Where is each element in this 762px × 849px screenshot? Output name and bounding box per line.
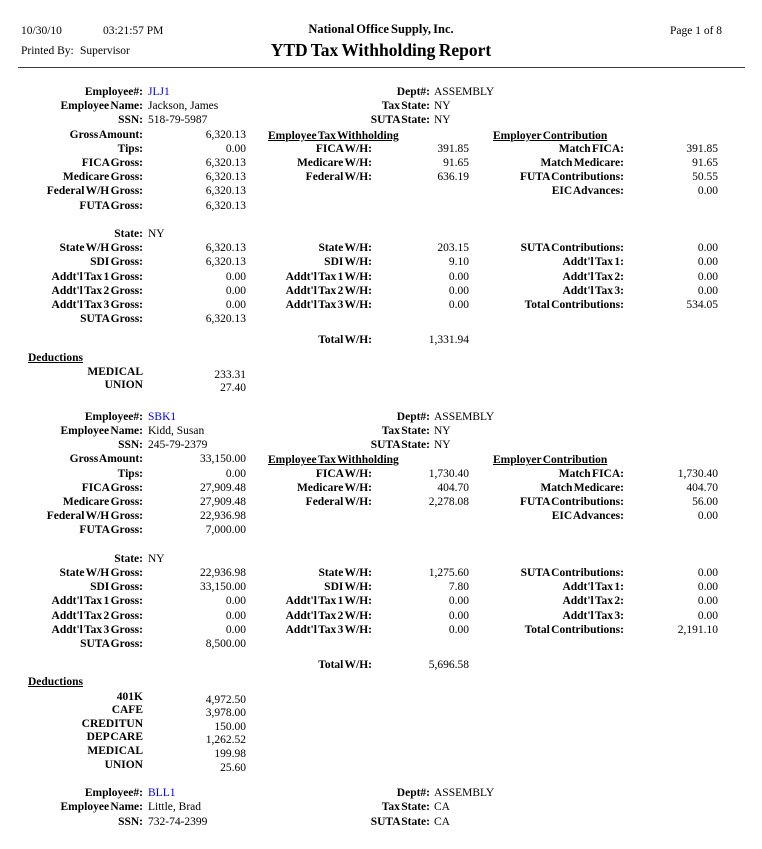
- state-contrib-row-label: Addt'l Tax 2:: [562, 270, 624, 283]
- total-wh-value: 5,696.58: [428, 659, 469, 672]
- gross-row-value: 22,936.98: [200, 510, 246, 523]
- suta-state-label: SUTA State:: [370, 439, 430, 452]
- state-wh-row-value: 203.15: [437, 242, 469, 255]
- withholding-row-value: 2,278.08: [428, 496, 469, 508]
- gross-row-label: Medicare Gross:: [62, 496, 143, 508]
- state-row: [0, 228, 762, 242]
- state-gross-row-label: Addt'l Tax 3 Gross:: [51, 298, 143, 311]
- employee-id-row: [0, 411, 762, 425]
- dept-label: Dept#:: [396, 410, 430, 423]
- employee-name-row: [0, 425, 762, 439]
- employer-row-label: Match Medicare:: [540, 156, 624, 169]
- state-wh-row-label: SDI W/H:: [324, 256, 372, 269]
- state-wh-row-label: State W/H:: [318, 567, 372, 579]
- state-gross-row-label: State W/H Gross:: [59, 242, 143, 255]
- state-gross-row: [0, 638, 762, 652]
- state-gross-row-value: 8,500.00: [205, 637, 246, 650]
- withholding-row-label: Medicare W/H:: [296, 481, 372, 494]
- gross-row-value: 0.00: [225, 142, 246, 155]
- state-wh-row-value: 9.10: [448, 256, 469, 269]
- state-value: NY: [148, 552, 165, 565]
- employee-number-label: Employee#:: [84, 86, 143, 98]
- employer-row-value: 404.70: [686, 481, 718, 494]
- gross-row: [0, 524, 762, 538]
- state-gross-row-label: Addt'l Tax 1 Gross:: [51, 270, 143, 283]
- state-contrib-row-label: SUTA Contributions:: [520, 242, 624, 255]
- employer-row: [0, 496, 762, 510]
- state-wh-row-value: 0.00: [448, 284, 469, 297]
- employee-name-row: [0, 801, 762, 815]
- dept-value: ASSEMBLY: [434, 86, 495, 98]
- deduction-row-label: DEP CARE: [86, 731, 143, 744]
- state-contrib-row: [0, 567, 762, 581]
- state-gross-row-value: 22,936.98: [200, 567, 246, 579]
- employer-row-value: 391.85: [686, 142, 718, 155]
- state-gross-row-label: SDI Gross:: [90, 581, 143, 594]
- state-gross-row-label: SUTA Gross:: [80, 313, 143, 326]
- deduction-row-label: MEDICAL: [87, 365, 143, 378]
- withholding-row-label: Federal W/H:: [305, 496, 372, 508]
- employer-row-value: 50.55: [692, 171, 718, 184]
- employer-row: [0, 185, 762, 199]
- deduction-row-value: 4,972.50: [205, 693, 246, 706]
- employee-name-label: Employee Name:: [60, 801, 143, 814]
- state-row: [0, 553, 762, 567]
- ssn-value: 732-74-2399: [148, 815, 208, 828]
- total-wh-row: [0, 334, 762, 348]
- gross-row-label: Gross Amount:: [69, 453, 143, 466]
- state-gross-row-label: Addt'l Tax 2 Gross:: [51, 609, 143, 622]
- state-contrib-row-label: Addt'l Tax 1:: [562, 581, 624, 594]
- withholding-row-label: Federal W/H:: [305, 171, 372, 184]
- employee-ssn-row: [0, 114, 762, 128]
- deduction-row: [0, 745, 762, 759]
- employer-column: [0, 468, 762, 525]
- withholding-row-label: Medicare W/H:: [296, 156, 372, 169]
- state-wh-row-value: 0.00: [448, 595, 469, 608]
- employer-row-value: 0.00: [697, 185, 718, 198]
- deduction-row-value: 199.98: [214, 747, 246, 760]
- employer-row-label: FUTA Contributions:: [519, 171, 624, 184]
- state-wh-row-value: 0.00: [448, 609, 469, 622]
- suta-state-value: NY: [434, 439, 451, 452]
- state-gross-row-label: Addt'l Tax 1 Gross:: [51, 595, 143, 608]
- deduction-row-label: UNION: [104, 758, 143, 771]
- state-contrib-row-value: 0.00: [697, 595, 718, 608]
- state-contrib-row-label: Addt'l Tax 3:: [562, 609, 624, 622]
- ssn-label: SSN:: [118, 815, 143, 828]
- report-title: YTD Tax Withholding Report: [270, 40, 492, 60]
- suta-state-label: SUTA State:: [370, 114, 430, 127]
- state-contrib-row: [0, 271, 762, 285]
- deduction-row-value: 27.40: [220, 382, 246, 395]
- state-label: State:: [114, 552, 143, 565]
- deductions-list: [0, 366, 762, 393]
- dept-value: ASSEMBLY: [434, 787, 495, 800]
- deduction-row-value: 25.60: [220, 761, 246, 774]
- deduction-row-value: 233.31: [214, 368, 246, 381]
- state-gross-row-value: 6,320.13: [205, 256, 246, 269]
- state-contrib-row-label: Addt'l Tax 2:: [562, 595, 624, 608]
- withholding-section-header: Employee Tax Withholding: [268, 129, 399, 142]
- ssn-value: 245-79-2379: [148, 439, 208, 452]
- gross-row-value: 33,150.00: [200, 453, 246, 466]
- gross-row-value: 6,320.13: [205, 171, 246, 184]
- employer-row-label: EIC Advances:: [551, 185, 624, 198]
- tax-state-label: Tax State:: [381, 801, 430, 814]
- state-wh-row-value: 0.00: [448, 270, 469, 283]
- gross-row-value: 7,000.00: [205, 524, 246, 537]
- state-contrib-row-label: Addt'l Tax 1:: [562, 256, 624, 269]
- gross-row-label: Medicare Gross:: [62, 171, 143, 184]
- total-wh-row: [0, 659, 762, 673]
- state-contrib-row: [0, 581, 762, 595]
- deductions-header-row: [0, 676, 762, 690]
- employee-block: [0, 411, 762, 772]
- gross-row-label: Federal W/H Gross:: [46, 510, 143, 523]
- deductions-header: Deductions: [28, 351, 83, 364]
- state-gross-row-value: 0.00: [225, 270, 246, 283]
- printed-by-label: Printed By:: [21, 45, 74, 57]
- deduction-row: [0, 379, 762, 393]
- state-wh-row-value: 0.00: [448, 298, 469, 311]
- state-wh-row-label: Addt'l Tax 2 W/H:: [285, 609, 372, 622]
- state-gross-row-value: 0.00: [225, 609, 246, 622]
- gross-row-value: 6,320.13: [205, 199, 246, 212]
- state-wh-row-label: Addt'l Tax 1 W/H:: [285, 595, 372, 608]
- state-gross-row-value: 0.00: [225, 623, 246, 636]
- employer-row-label: Match FICA:: [558, 142, 624, 155]
- state-label: State:: [114, 227, 143, 240]
- state-contrib-row: [0, 299, 762, 313]
- state-contrib-row: [0, 610, 762, 624]
- state-value: NY: [148, 227, 165, 240]
- state-wh-row-value: 0.00: [448, 623, 469, 636]
- dept-label: Dept#:: [396, 86, 430, 98]
- state-gross-row: [0, 313, 762, 327]
- state-contrib-row: [0, 595, 762, 609]
- state-contrib-row-value: 0.00: [697, 270, 718, 283]
- employer-row: [0, 157, 762, 171]
- deduction-row-label: UNION: [104, 379, 143, 392]
- deduction-row-value: 3,978.00: [205, 707, 246, 720]
- withholding-row-value: 1,730.40: [428, 467, 469, 480]
- employer-column: [0, 143, 762, 200]
- deduction-row: [0, 718, 762, 732]
- employee-name-label: Employee Name:: [60, 425, 143, 438]
- state-contrib-row-value: 0.00: [697, 581, 718, 594]
- state-contrib-row-value: 0.00: [697, 609, 718, 622]
- state-wh-row-label: Addt'l Tax 3 W/H:: [285, 298, 372, 311]
- dept-value: ASSEMBLY: [434, 410, 495, 423]
- state-wh-row-value: 1,275.60: [428, 567, 469, 579]
- employer-row: [0, 468, 762, 482]
- deduction-row: [0, 731, 762, 745]
- ssn-label: SSN:: [118, 114, 143, 127]
- gross-row-label: Tips:: [117, 142, 143, 155]
- state-gross-row-value: 0.00: [225, 595, 246, 608]
- tax-state-label: Tax State:: [381, 100, 430, 113]
- gross-row-value: 6,320.13: [205, 156, 246, 169]
- withholding-row-label: FICA W/H:: [315, 142, 372, 155]
- employer-row-value: 91.65: [692, 156, 718, 169]
- employee-id-row: [0, 787, 762, 801]
- state-contrib-row: [0, 242, 762, 256]
- suta-state-value: CA: [434, 815, 450, 828]
- state-wh-row-label: SDI W/H:: [324, 581, 372, 594]
- employer-section-header: Employer Contribution: [493, 454, 608, 467]
- state-gross-row-value: 0.00: [225, 298, 246, 311]
- deduction-row-label: CAFE: [111, 704, 143, 717]
- employee-number-link[interactable]: JLJ1: [148, 86, 170, 98]
- state-contrib-row-value: 0.00: [697, 284, 718, 297]
- state-contrib-row: [0, 256, 762, 270]
- report-date: 10/30/10: [21, 25, 62, 37]
- state-wh-row-label: Addt'l Tax 2 W/H:: [285, 284, 372, 297]
- state-gross-row-label: Addt'l Tax 2 Gross:: [51, 284, 143, 297]
- state-contrib-row-label: Total Contributions:: [524, 298, 624, 311]
- withholding-row-value: 404.70: [437, 481, 469, 494]
- employee-block: [0, 787, 762, 830]
- deduction-row: [0, 704, 762, 718]
- employee-number-link[interactable]: SBK1: [148, 410, 177, 423]
- deductions-list: [0, 691, 762, 773]
- withholding-row-label: FICA W/H:: [315, 467, 372, 480]
- deductions-header-row: [0, 352, 762, 366]
- employee-number-link[interactable]: BLL1: [148, 787, 176, 800]
- gross-row-label: FUTA Gross:: [79, 524, 143, 537]
- state-contrib-row: [0, 285, 762, 299]
- state-contrib-row-value: 0.00: [697, 242, 718, 255]
- employer-row: [0, 143, 762, 157]
- gross-row-label: FICA Gross:: [81, 481, 143, 494]
- gross-row: [0, 129, 762, 143]
- gross-row-label: FICA Gross:: [81, 156, 143, 169]
- deductions-header: Deductions: [28, 676, 83, 689]
- ssn-label: SSN:: [118, 439, 143, 452]
- state-contrib-row-value: 0.00: [697, 567, 718, 579]
- state-contrib-column: [0, 567, 762, 638]
- gross-row-label: Tips:: [117, 467, 143, 480]
- gross-row-value: 6,320.13: [205, 185, 246, 198]
- gross-row-label: Gross Amount:: [69, 128, 143, 141]
- state-wh-row-label: Addt'l Tax 1 W/H:: [285, 270, 372, 283]
- deduction-row-label: 401K: [116, 690, 143, 703]
- state-gross-row-label: Addt'l Tax 3 Gross:: [51, 623, 143, 636]
- employee-block: [0, 86, 762, 393]
- gross-row: [0, 453, 762, 467]
- total-wh-value: 1,331.94: [428, 334, 469, 347]
- employer-row-label: Match Medicare:: [540, 481, 624, 494]
- employer-row-value: 56.00: [692, 496, 718, 508]
- deduction-row-label: MEDICAL: [87, 744, 143, 757]
- state-contrib-row-label: SUTA Contributions:: [520, 567, 624, 579]
- tax-state-label: Tax State:: [381, 425, 430, 438]
- state-contrib-row-value: 0.00: [697, 256, 718, 269]
- state-section: [0, 242, 762, 327]
- gross-row-label: Federal W/H Gross:: [46, 185, 143, 198]
- employer-row-value: 1,730.40: [677, 467, 718, 480]
- state-contrib-row-label: Addt'l Tax 3:: [562, 284, 624, 297]
- state-gross-row-label: SUTA Gross:: [80, 637, 143, 650]
- employer-row-label: FUTA Contributions:: [519, 496, 624, 508]
- gross-row-value: 0.00: [225, 467, 246, 480]
- state-section: [0, 567, 762, 652]
- gross-row-value: 27,909.48: [200, 481, 246, 494]
- state-contrib-row: [0, 624, 762, 638]
- federal-section: [0, 129, 762, 214]
- employee-name-row: [0, 100, 762, 114]
- page-number: Page 1 of 8: [670, 25, 723, 37]
- deduction-row-value: 1,262.52: [205, 734, 246, 747]
- employer-row: [0, 482, 762, 496]
- employee-name-value: Little, Brad: [148, 801, 202, 814]
- employer-row: [0, 510, 762, 524]
- state-gross-row-label: State W/H Gross:: [59, 567, 143, 579]
- employee-number-label: Employee#:: [84, 410, 143, 423]
- employee-ssn-row: [0, 439, 762, 453]
- state-gross-row-label: SDI Gross:: [90, 256, 143, 269]
- gross-row-value: 27,909.48: [200, 496, 246, 508]
- deduction-row: [0, 691, 762, 705]
- deduction-row-value: 150.00: [214, 720, 246, 733]
- employee-number-label: Employee#:: [84, 787, 143, 800]
- employee-name-value: Kidd, Susan: [148, 425, 205, 438]
- total-wh-label: Total W/H:: [318, 659, 372, 672]
- withholding-row-value: 91.65: [443, 156, 469, 169]
- state-wh-row-label: Addt'l Tax 3 W/H:: [285, 623, 372, 636]
- gross-row: [0, 200, 762, 214]
- state-contrib-row-label: Total Contributions:: [524, 623, 624, 636]
- tax-state-value: NY: [434, 100, 451, 113]
- state-gross-row-value: 0.00: [225, 284, 246, 297]
- withholding-row-value: 391.85: [437, 142, 469, 155]
- employer-row-value: 0.00: [697, 510, 718, 523]
- report-body: [0, 86, 762, 830]
- state-contrib-row-value: 2,191.10: [677, 623, 718, 636]
- employer-row-label: EIC Advances:: [551, 510, 624, 523]
- withholding-section-header: Employee Tax Withholding: [268, 454, 399, 467]
- deduction-row: [0, 366, 762, 380]
- tax-state-value: NY: [434, 425, 451, 438]
- state-wh-row-value: 7.80: [448, 581, 469, 594]
- state-gross-row-value: 6,320.13: [205, 313, 246, 326]
- state-gross-row-value: 6,320.13: [205, 242, 246, 255]
- employer-row: [0, 171, 762, 185]
- state-contrib-column: [0, 242, 762, 313]
- withholding-row-value: 636.19: [437, 171, 469, 184]
- suta-state-value: NY: [434, 114, 451, 127]
- state-gross-row-value: 33,150.00: [200, 581, 246, 594]
- deduction-row-label: CREDITUN: [81, 717, 143, 730]
- employer-section-header: Employer Contribution: [493, 129, 608, 142]
- state-wh-row-label: State W/H:: [318, 242, 372, 255]
- tax-state-value: CA: [434, 801, 450, 814]
- employee-ssn-row: [0, 816, 762, 830]
- report-time: 03:21:57 PM: [103, 25, 164, 37]
- ssn-value: 518-79-5987: [148, 114, 208, 127]
- deduction-row: [0, 759, 762, 773]
- gross-row-label: FUTA Gross:: [79, 199, 143, 212]
- employer-row-label: Match FICA:: [558, 467, 624, 480]
- total-wh-label: Total W/H:: [318, 334, 372, 347]
- gross-row-value: 6,320.13: [205, 128, 246, 141]
- state-contrib-row-value: 534.05: [686, 298, 718, 311]
- federal-section: [0, 453, 762, 538]
- dept-label: Dept#:: [396, 787, 430, 800]
- employee-name-value: Jackson, James: [148, 100, 219, 113]
- company-name: National Office Supply, Inc.: [308, 22, 454, 36]
- employee-id-row: [0, 86, 762, 100]
- employee-name-label: Employee Name:: [60, 100, 143, 113]
- suta-state-label: SUTA State:: [370, 815, 430, 828]
- header-divider: [18, 67, 745, 68]
- printed-by-value: Supervisor: [80, 45, 130, 57]
